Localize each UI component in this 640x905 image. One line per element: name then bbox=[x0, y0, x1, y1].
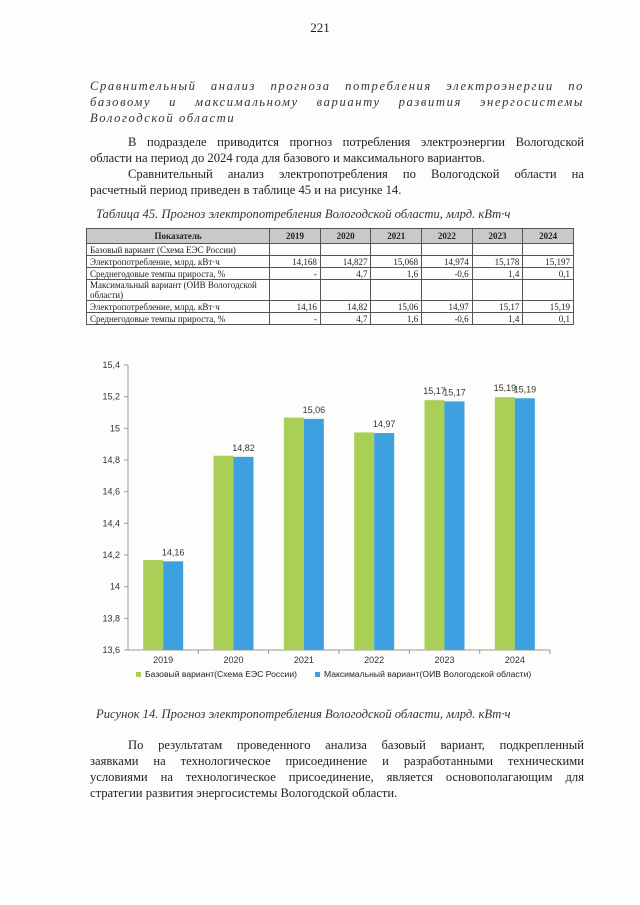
legend-item-base bbox=[136, 669, 297, 679]
x-tick-label: 2021 bbox=[293, 655, 314, 665]
text-line: В подразделе приводится прогноз потребления электроэнергии Вологодской bbox=[128, 135, 584, 149]
row-label-cell: Электропотребление, млрд. кВт·ч bbox=[87, 256, 270, 268]
value-cell: -0,6 bbox=[422, 313, 473, 325]
row-label-cell: Максимальный вариант (ОИВ Вологодской области) bbox=[87, 280, 270, 301]
figure-caption: Рисунок 14. Прогноз электропотребления Вологодской области, млрд. кВт·ч bbox=[96, 707, 511, 721]
text-line: По результатам проведенного анализа базовый вариант, подкрепленный bbox=[128, 738, 584, 752]
legend-label: Базовый вариант(Схема ЕЭС России) bbox=[145, 669, 297, 679]
value-cell: 15,068 bbox=[371, 256, 422, 268]
table-row bbox=[87, 268, 574, 280]
value-cell: 1,4 bbox=[472, 268, 523, 280]
bar-base bbox=[284, 418, 304, 650]
value-cell bbox=[320, 244, 371, 256]
x-tick-label: 2024 bbox=[504, 655, 525, 665]
value-cell bbox=[270, 280, 321, 301]
data-label: 15,06 bbox=[302, 404, 326, 415]
data-label: 15,19 bbox=[513, 384, 537, 395]
legend-swatch bbox=[315, 672, 320, 677]
section-heading bbox=[90, 78, 584, 126]
heading-line: Вологодской области bbox=[90, 111, 236, 125]
y-tick-label: 14,6 bbox=[102, 486, 120, 497]
x-tick-label: 2019 bbox=[153, 655, 174, 665]
value-cell: 14,974 bbox=[422, 256, 473, 268]
header-cell: 2023 bbox=[472, 229, 523, 244]
legend-item-max bbox=[315, 669, 531, 679]
y-tick-label: 13,6 bbox=[102, 645, 120, 655]
header-cell: 2020 bbox=[320, 229, 371, 244]
value-cell: 4,7 bbox=[320, 313, 371, 325]
y-tick-label: 14 bbox=[109, 581, 120, 592]
row-label-cell: Среднегодовые темпы прироста, % bbox=[87, 313, 270, 325]
value-cell: 14,168 bbox=[270, 256, 321, 268]
data-label: 15,19 bbox=[493, 383, 517, 394]
y-tick-label: 15,2 bbox=[102, 391, 120, 402]
bar-max bbox=[445, 401, 465, 650]
row-label-cell: Базовый вариант (Схема ЕЭС России) bbox=[87, 244, 270, 256]
value-cell bbox=[422, 244, 473, 256]
value-cell: 15,19 bbox=[523, 301, 574, 313]
table-caption: Таблица 45. Прогноз электропотребления Вологодской области, млрд. кВт·ч bbox=[96, 207, 511, 221]
page-number: 221 bbox=[310, 20, 330, 35]
conclusion-paragraph bbox=[90, 737, 584, 801]
y-tick-label: 14,8 bbox=[102, 455, 120, 465]
y-tick-label: 14,4 bbox=[102, 518, 120, 529]
bar-base bbox=[495, 397, 515, 650]
heading-line: Сравнительный анализ прогноза потребления электроэнергии по bbox=[90, 79, 584, 93]
data-label: 15,17 bbox=[443, 387, 466, 398]
text-line: условиями на технологическое присоединение, является основополагающим для bbox=[90, 770, 584, 784]
legend-label: Максимальный вариант(ОИВ Вологодской области) bbox=[323, 669, 532, 679]
header-cell: 2024 bbox=[523, 229, 574, 244]
header-cell: 2019 bbox=[270, 229, 321, 244]
value-cell: 15,17 bbox=[472, 301, 523, 313]
header-cell: 2022 bbox=[422, 229, 473, 244]
text-line: стратегии развития энергосистемы Вологодской области. bbox=[90, 786, 398, 800]
value-cell: - bbox=[270, 313, 321, 325]
value-cell: 0,1 bbox=[523, 268, 574, 280]
value-cell bbox=[523, 280, 574, 301]
value-cell: 14,16 bbox=[270, 301, 321, 313]
bar-base bbox=[143, 560, 163, 650]
row-label-cell: Электропотребление, млрд. кВт·ч bbox=[87, 301, 270, 313]
table-row bbox=[87, 256, 574, 268]
value-cell: 1,6 bbox=[371, 313, 422, 325]
value-cell: 14,82 bbox=[320, 301, 371, 313]
value-cell: 15,178 bbox=[472, 256, 523, 268]
y-tick-label: 14,2 bbox=[102, 550, 120, 560]
x-tick-label: 2022 bbox=[364, 655, 385, 665]
data-label: 15,17 bbox=[423, 386, 446, 397]
value-cell: 1,4 bbox=[472, 313, 523, 325]
table-row bbox=[87, 313, 574, 325]
value-cell bbox=[422, 280, 473, 301]
bar-base bbox=[425, 400, 445, 650]
x-tick-label: 2020 bbox=[223, 655, 244, 665]
value-cell: 14,827 bbox=[320, 256, 371, 268]
row-label-cell: Среднегодовые темпы прироста, % bbox=[87, 268, 270, 280]
forecast-table bbox=[86, 228, 574, 325]
bar-max bbox=[234, 457, 254, 650]
text-line: расчетный период приведен в таблице 45 и на рисунке 14. bbox=[90, 183, 402, 197]
value-cell bbox=[320, 280, 371, 301]
text-line: области на период до 2024 года для базового и максимального вариантов. bbox=[90, 151, 485, 165]
legend-swatch bbox=[136, 672, 141, 677]
data-label: 14,97 bbox=[372, 419, 396, 430]
table-header-row bbox=[87, 229, 574, 244]
data-label: 14,16 bbox=[161, 547, 185, 558]
forecast-chart bbox=[80, 355, 570, 667]
y-tick-label: 13,8 bbox=[102, 613, 120, 624]
value-cell: 14,97 bbox=[422, 301, 473, 313]
value-cell bbox=[523, 244, 574, 256]
table-row bbox=[87, 301, 574, 313]
header-cell: Показатель bbox=[87, 229, 270, 244]
text-line: заявками на технологическое присоединение и разработанными техническими bbox=[90, 754, 584, 768]
value-cell: -0,6 bbox=[422, 268, 473, 280]
bar-max bbox=[304, 419, 324, 650]
value-cell: 15,197 bbox=[523, 256, 574, 268]
bar-max bbox=[374, 433, 394, 650]
value-cell: 1,6 bbox=[371, 268, 422, 280]
value-cell bbox=[270, 244, 321, 256]
data-label: 14,82 bbox=[232, 442, 255, 453]
bar-base bbox=[354, 432, 374, 650]
bar-max bbox=[515, 398, 535, 650]
value-cell: - bbox=[270, 268, 321, 280]
heading-line: базовому и максимальному варианту развития энергосистемы bbox=[90, 95, 584, 109]
x-tick-label: 2023 bbox=[434, 655, 455, 665]
y-tick-label: 15,4 bbox=[102, 360, 120, 370]
intro-paragraph bbox=[90, 134, 584, 198]
value-cell bbox=[472, 280, 523, 301]
bar-base bbox=[214, 456, 234, 650]
y-tick-label: 15 bbox=[109, 423, 120, 434]
table-row bbox=[87, 280, 574, 301]
value-cell: 0,1 bbox=[523, 313, 574, 325]
header-cell: 2021 bbox=[371, 229, 422, 244]
value-cell bbox=[371, 244, 422, 256]
text-line: Сравнительный анализ электропотребления по Вологодской области на bbox=[128, 167, 584, 181]
value-cell: 15,06 bbox=[371, 301, 422, 313]
table-row bbox=[87, 244, 574, 256]
value-cell bbox=[371, 280, 422, 301]
chart-legend bbox=[136, 669, 531, 679]
value-cell bbox=[472, 244, 523, 256]
bar-max bbox=[163, 561, 183, 650]
value-cell: 4,7 bbox=[320, 268, 371, 280]
